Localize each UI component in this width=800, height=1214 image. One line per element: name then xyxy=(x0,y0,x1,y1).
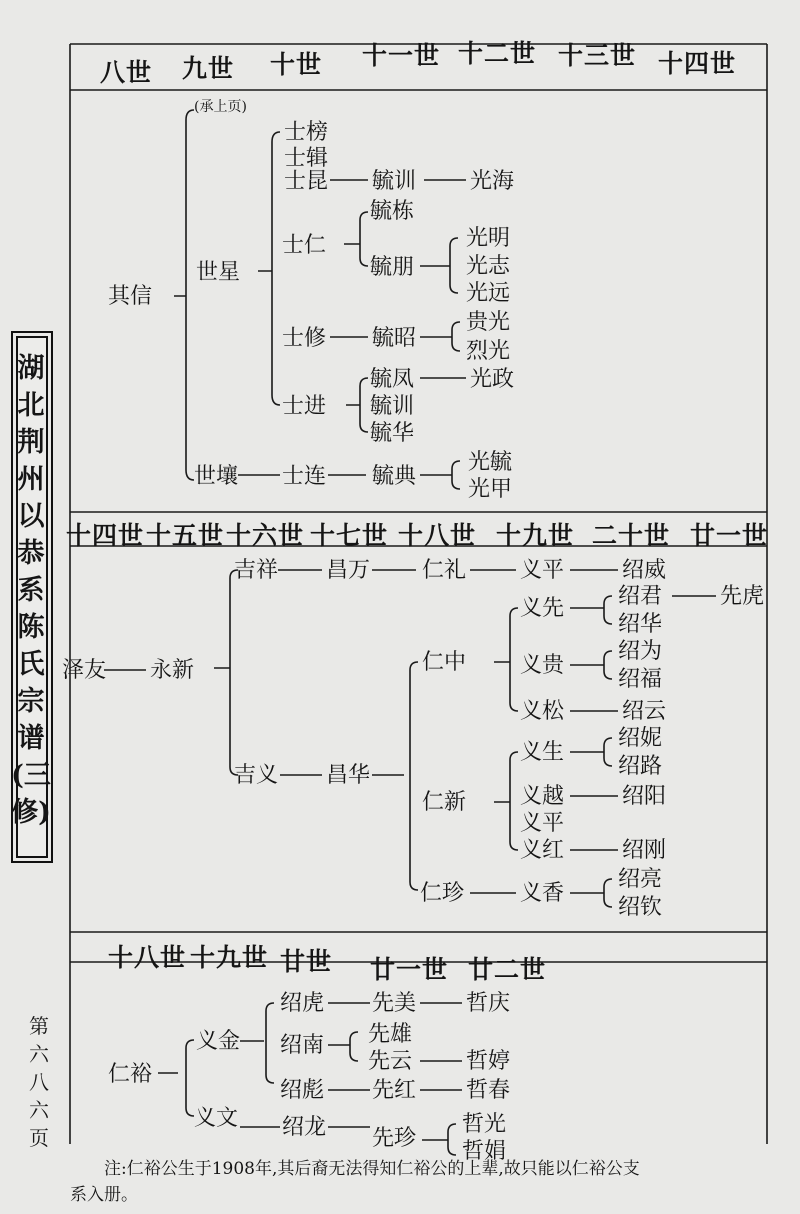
generation-header: 十四世 xyxy=(658,49,737,78)
person-name: 义文 xyxy=(194,1106,239,1131)
person-name: 绍虎 xyxy=(280,991,325,1016)
footnote-line-1: 注:仁裕公生于1908年,其后裔无法得知仁裕公的上辈,故只能以仁裕公支 xyxy=(104,1159,640,1179)
person-name: 义香 xyxy=(520,881,565,906)
bracket-qixin xyxy=(174,110,194,480)
person-name: 仁礼 xyxy=(422,558,467,583)
person-name: 其信 xyxy=(108,284,153,309)
person-name: 义平 xyxy=(520,558,565,583)
person-name: 吉祥 xyxy=(234,558,279,583)
generation-header: 十二世 xyxy=(458,39,537,68)
generation-header: 十五世 xyxy=(146,521,225,550)
person-name: 绍福 xyxy=(618,667,663,692)
person-name: 仁裕 xyxy=(108,1062,153,1087)
person-name: 绍南 xyxy=(280,1033,325,1058)
person-name: 义金 xyxy=(196,1029,241,1054)
person-name: 毓典 xyxy=(372,464,417,489)
person-name: 光明 xyxy=(466,226,511,251)
person-name: 仁中 xyxy=(422,650,467,675)
person-name: 毓训 xyxy=(370,394,415,419)
person-name: 义平 xyxy=(520,811,565,836)
person-name: 士连 xyxy=(282,464,327,489)
person-name: 毓昭 xyxy=(372,326,417,351)
generation-header: 九世 xyxy=(182,54,235,83)
generation-header: 八世 xyxy=(100,58,153,87)
person-name: 义红 xyxy=(520,838,565,863)
generation-header: 十六世 xyxy=(226,521,305,550)
person-name: 绍刚 xyxy=(622,838,667,863)
side-title: 湖北荆州以恭系陈氏宗谱(三修) xyxy=(11,353,51,828)
person-name: 先虎 xyxy=(720,584,765,609)
person-name: 烈光 xyxy=(466,339,511,364)
bracket-renxin xyxy=(494,752,518,850)
footnote-line-2: 系入册。 xyxy=(70,1185,138,1205)
continued-note: (承上页) xyxy=(194,99,247,115)
generation-header: 廿一世 xyxy=(690,521,769,550)
person-name: 绍龙 xyxy=(282,1115,327,1140)
person-name: 光海 xyxy=(470,169,515,194)
person-name: 先云 xyxy=(368,1049,413,1074)
person-name: 哲庆 xyxy=(466,991,511,1016)
person-name: 绍阳 xyxy=(622,784,667,809)
person-name: 毓朋 xyxy=(370,255,415,280)
person-name: 先珍 xyxy=(372,1126,417,1151)
person-name: 士仁 xyxy=(282,233,327,258)
person-name: 光毓 xyxy=(468,450,513,475)
person-name: 世壤 xyxy=(194,464,239,489)
generation-header: 廿世 xyxy=(280,947,333,976)
person-name: 光政 xyxy=(470,367,515,392)
person-name: 绍钦 xyxy=(618,895,663,920)
bracket-shixing xyxy=(258,132,280,405)
person-name: 先雄 xyxy=(368,1022,413,1047)
person-name: 泽友 xyxy=(62,658,107,683)
person-name: 哲婷 xyxy=(466,1049,511,1074)
person-name: 义生 xyxy=(520,740,565,765)
person-name: 绍威 xyxy=(622,558,667,583)
person-name: 仁珍 xyxy=(420,881,465,906)
generation-header: 十八世 xyxy=(398,521,477,550)
generation-header: 十七世 xyxy=(310,521,389,550)
person-name: 世星 xyxy=(196,260,241,285)
generation-header: 十八世 xyxy=(108,943,187,972)
bracket-renzhong xyxy=(494,608,518,711)
person-name: 毓训 xyxy=(372,169,417,194)
bracket-changhua xyxy=(410,662,418,890)
bracket-shijin xyxy=(346,378,368,432)
person-name: 毓凤 xyxy=(370,367,415,392)
person-name: 绍妮 xyxy=(618,726,663,751)
generation-header: 十四世 xyxy=(66,521,145,550)
person-name: 毓栋 xyxy=(370,199,415,224)
person-name: 绍彪 xyxy=(280,1078,325,1103)
person-name: 绍为 xyxy=(618,639,663,664)
generation-header: 十世 xyxy=(270,50,323,79)
person-name: 义贵 xyxy=(520,653,565,678)
generation-header: 廿一世 xyxy=(370,955,449,984)
person-name: 士进 xyxy=(282,394,327,419)
person-name: 昌万 xyxy=(326,558,371,583)
person-name: 义先 xyxy=(520,596,565,621)
person-name: 哲光 xyxy=(462,1112,507,1137)
person-name: 光甲 xyxy=(468,477,513,502)
bracket-yijin xyxy=(240,1003,274,1083)
person-name: 哲春 xyxy=(466,1078,511,1103)
generation-header: 廿二世 xyxy=(468,955,547,984)
generation-header: 十一世 xyxy=(362,41,441,70)
person-name: 义越 xyxy=(520,784,565,809)
person-name: 永新 xyxy=(150,658,195,683)
bracket-yongxin xyxy=(214,570,238,775)
person-name: 吉义 xyxy=(234,763,279,788)
person-name: 光志 xyxy=(466,254,511,279)
person-name: 昌华 xyxy=(326,763,371,788)
person-name: 仁新 xyxy=(422,790,467,815)
person-name: 义松 xyxy=(520,699,565,724)
person-name: 哲娟 xyxy=(462,1139,507,1164)
person-name: 士榜 xyxy=(284,120,329,145)
person-name: 士辑 xyxy=(284,146,329,171)
person-name: 绍君 xyxy=(618,584,663,609)
generation-header: 十九世 xyxy=(496,521,575,550)
generation-header: 二十世 xyxy=(592,521,671,550)
person-name: 贵光 xyxy=(466,310,511,335)
person-name: 士修 xyxy=(282,326,327,351)
person-name: 绍华 xyxy=(618,612,663,637)
person-name: 毓华 xyxy=(370,421,415,446)
bracket-renyu xyxy=(186,1040,194,1116)
person-name: 士昆 xyxy=(284,169,329,194)
bracket-shiren xyxy=(344,212,368,266)
person-name: 绍云 xyxy=(622,699,667,724)
person-name: 光远 xyxy=(466,281,511,306)
person-name: 绍路 xyxy=(618,754,663,779)
generation-header: 十九世 xyxy=(190,943,269,972)
person-name: 先美 xyxy=(372,991,417,1016)
person-name: 绍亮 xyxy=(618,867,663,892)
person-name: 先红 xyxy=(372,1078,417,1103)
generation-header: 十三世 xyxy=(558,41,637,70)
page-number: 第六八六页 xyxy=(29,1014,49,1150)
